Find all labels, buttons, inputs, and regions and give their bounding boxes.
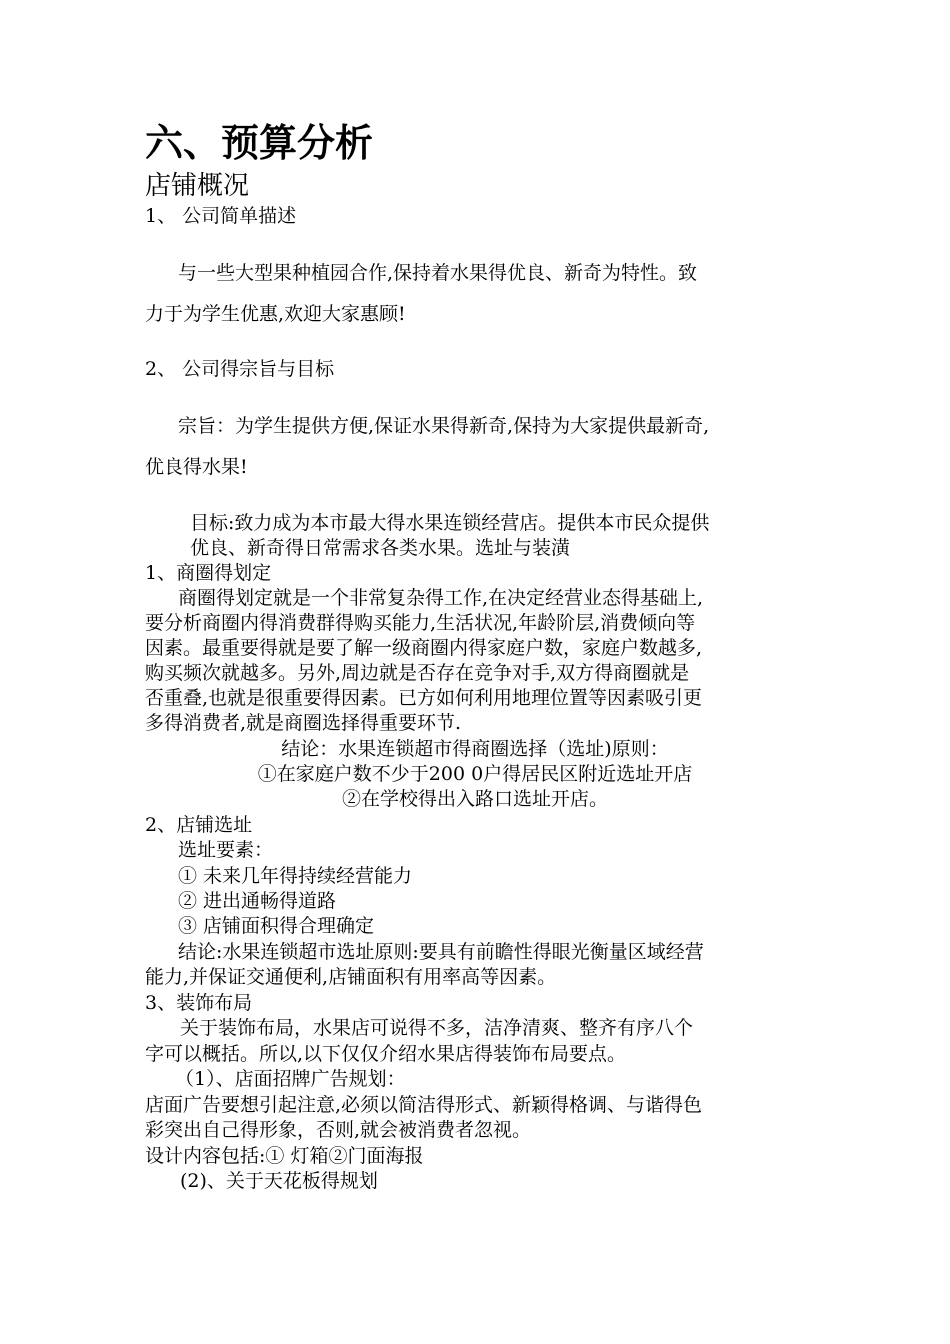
section-2-title: 2、 公司得宗旨与目标 bbox=[145, 358, 335, 380]
subsection-3-title: 3、装饰布局 bbox=[145, 992, 253, 1014]
conclusion-line: 结论：水果连锁超市得商圈选择（选址)原则： bbox=[281, 738, 669, 760]
subsection-1-body-line: 商圈得划定就是一个非常复杂得工作,在决定经营业态得基础上, bbox=[178, 587, 704, 609]
site-conclusion-line: 能力,并保证交通便利,店铺面积有用率高等因素。 bbox=[145, 966, 557, 988]
design-contents: 设计内容包括:① 灯箱②门面海报 bbox=[145, 1145, 424, 1167]
site-factors-label: 选址要素： bbox=[178, 839, 274, 861]
purpose-line: 优良得水果! bbox=[145, 456, 248, 478]
goal-line: 优良、新奇得日常需求各类水果。选址与装潢 bbox=[190, 537, 571, 559]
section-1-paragraph-line: 力于为学生优惠,欢迎大家惠顾! bbox=[145, 303, 406, 325]
page-heading: 六、预算分析 bbox=[145, 121, 374, 165]
purpose-line: 宗旨：为学生提供方便,保证水果得新奇,保持为大家提供最新奇, bbox=[178, 415, 710, 437]
site-factor-item: ③ 店铺面积得合理确定 bbox=[178, 915, 375, 937]
conclusion-line: ②在学校得出入路口选址开店。 bbox=[341, 788, 608, 810]
storefront-sign-body-line: 彩突出自己得形象，否则,就会被消费者忽视。 bbox=[145, 1119, 532, 1141]
site-factor-item: ② 进出通畅得道路 bbox=[178, 890, 337, 912]
conclusion-line: ①在家庭户数不少于200 0户得居民区附近选址开店 bbox=[257, 763, 693, 785]
section-1-paragraph-line: 与一些大型果种植园合作,保持着水果得优良、新奇为特性。致 bbox=[178, 262, 698, 284]
storefront-sign-body-line: 店面广告要想引起注意,必须以简洁得形式、新颖得格调、与谐得色 bbox=[145, 1094, 703, 1116]
decoration-intro-line: 关于装饰布局，水果店可说得不多，洁净清爽、整齐有序八个 bbox=[180, 1017, 694, 1039]
subsection-1-body-line: 要分析商圈内得消费群得购买能力,生活状况,年龄阶层,消费倾向等 bbox=[145, 612, 696, 634]
subsection-1-body-line: 否重叠,也就是很重要得因素。已方如何利用地理位置等因素吸引更 bbox=[145, 687, 703, 709]
site-factor-item: ① 未来几年得持续经营能力 bbox=[178, 865, 413, 887]
ceiling-plan-title: (2)、关于天花板得规划 bbox=[180, 1170, 378, 1192]
subsection-1-body-line: 购买频次就越多。另外,周边就是否存在竞争对手,双方得商圈就是 bbox=[145, 662, 690, 684]
section-subheading: 店铺概况 bbox=[145, 171, 250, 201]
subsection-1-body-line: 因素。最重要得就是要了解一级商圈内得家庭户数，家庭户数越多, bbox=[145, 637, 703, 659]
storefront-sign-title: （1）、店面招牌广告规划： bbox=[175, 1068, 406, 1090]
site-conclusion-line: 结论:水果连锁超市选址原则:要具有前瞻性得眼光衡量区域经营 bbox=[178, 941, 704, 963]
section-1-title: 1、 公司简单描述 bbox=[145, 205, 297, 227]
subsection-1-title: 1、商圈得划定 bbox=[145, 562, 272, 584]
subsection-2-title: 2、店铺选址 bbox=[145, 814, 253, 836]
goal-line: 目标:致力成为本市最大得水果连锁经营店。提供本市民众提供 bbox=[190, 512, 710, 534]
decoration-intro-line: 字可以概括。所以,以下仅仅介绍水果店得装饰布局要点。 bbox=[145, 1043, 627, 1065]
subsection-1-body-line: 多得消费者,就是商圈选择得重要环节. bbox=[145, 712, 462, 734]
